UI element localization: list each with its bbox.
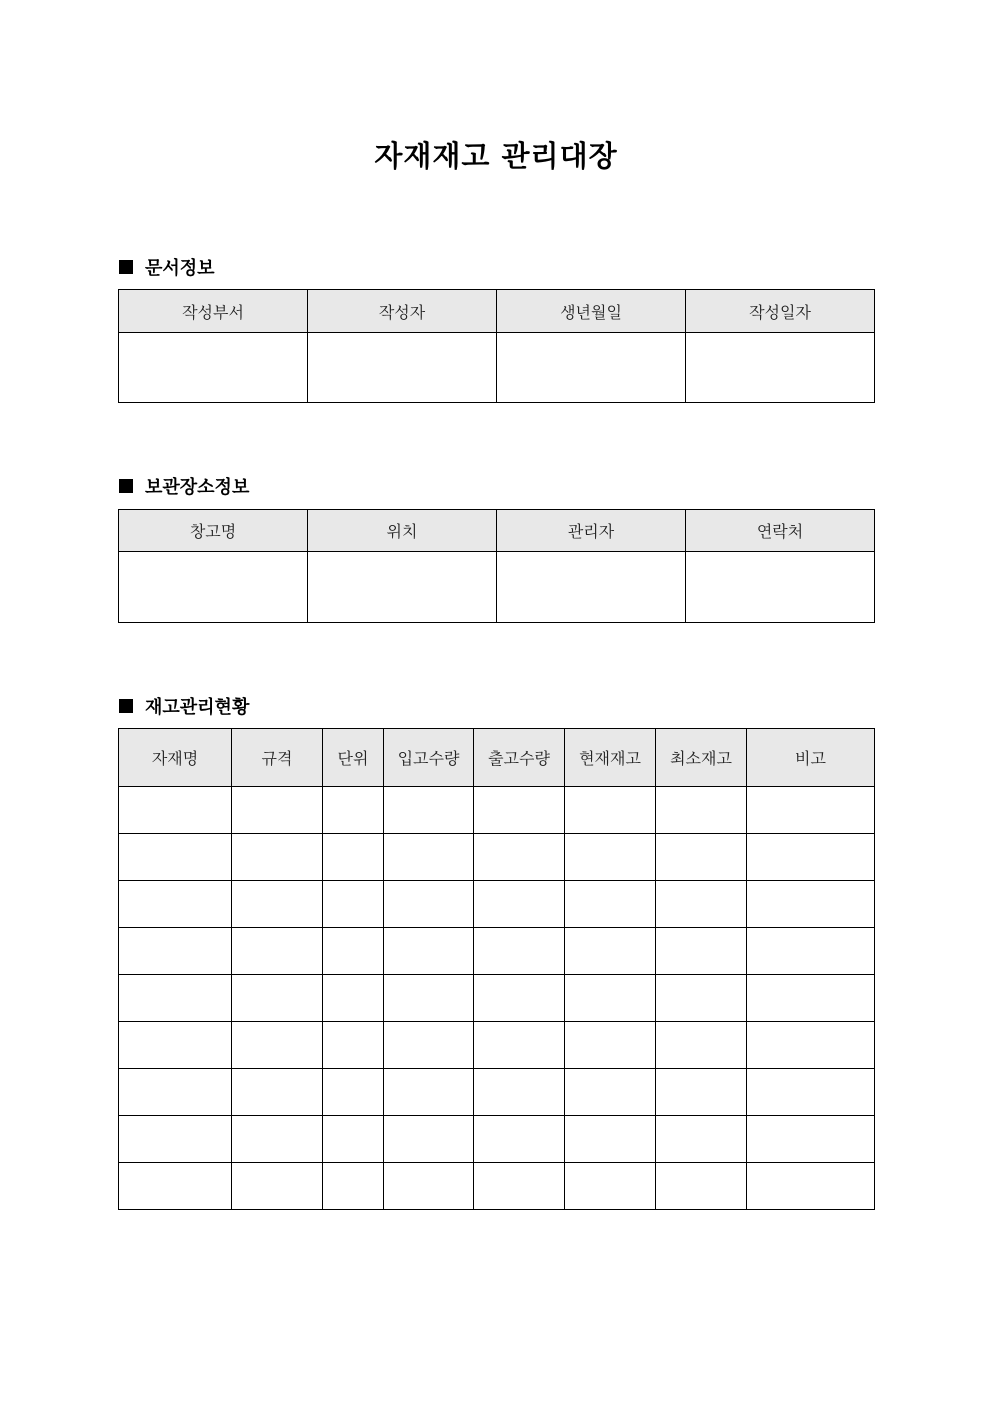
cell-min-stock[interactable] xyxy=(656,975,747,1022)
cell-remarks[interactable] xyxy=(747,881,875,928)
cell-dept[interactable] xyxy=(119,333,308,403)
cell-current-stock[interactable] xyxy=(565,1163,656,1210)
table-row xyxy=(119,975,875,1022)
cell-current-stock[interactable] xyxy=(565,975,656,1022)
cell-spec[interactable] xyxy=(232,928,323,975)
inventory-status-table xyxy=(118,728,875,1210)
cell-outbound-qty[interactable] xyxy=(474,1069,565,1116)
header-cell-material-name: 자재명 xyxy=(119,729,232,787)
storage-info-table xyxy=(118,509,875,623)
header-cell-inbound-qty: 입고수량 xyxy=(384,729,474,787)
table-row xyxy=(119,1163,875,1210)
square-bullet-icon xyxy=(119,479,133,493)
cell-spec[interactable] xyxy=(232,834,323,881)
header-cell-dept: 작성부서 xyxy=(119,290,308,333)
table-row xyxy=(119,1069,875,1116)
table-row xyxy=(119,834,875,881)
cell-remarks[interactable] xyxy=(747,1116,875,1163)
cell-remarks[interactable] xyxy=(747,975,875,1022)
table-row xyxy=(119,333,875,403)
cell-unit[interactable] xyxy=(323,1116,384,1163)
cell-inbound-qty[interactable] xyxy=(384,1116,474,1163)
square-bullet-icon xyxy=(119,699,133,713)
cell-unit[interactable] xyxy=(323,834,384,881)
cell-material-name[interactable] xyxy=(119,834,232,881)
header-cell-contact: 연락처 xyxy=(686,510,875,552)
table-row xyxy=(119,1116,875,1163)
cell-min-stock[interactable] xyxy=(656,1069,747,1116)
cell-min-stock[interactable] xyxy=(656,1116,747,1163)
cell-remarks[interactable] xyxy=(747,1163,875,1210)
cell-date[interactable] xyxy=(686,333,875,403)
cell-material-name[interactable] xyxy=(119,975,232,1022)
table-row xyxy=(119,1022,875,1069)
cell-inbound-qty[interactable] xyxy=(384,1069,474,1116)
cell-material-name[interactable] xyxy=(119,881,232,928)
header-cell-birthdate: 생년월일 xyxy=(497,290,686,333)
cell-inbound-qty[interactable] xyxy=(384,928,474,975)
cell-spec[interactable] xyxy=(232,1116,323,1163)
cell-material-name[interactable] xyxy=(119,1163,232,1210)
cell-spec[interactable] xyxy=(232,975,323,1022)
cell-remarks[interactable] xyxy=(747,787,875,834)
header-cell-remarks: 비고 xyxy=(747,729,875,787)
cell-min-stock[interactable] xyxy=(656,1022,747,1069)
header-cell-current-stock: 현재재고 xyxy=(565,729,656,787)
cell-current-stock[interactable] xyxy=(565,787,656,834)
table-row xyxy=(119,552,875,623)
table-header-row xyxy=(119,510,875,552)
cell-material-name[interactable] xyxy=(119,787,232,834)
cell-unit[interactable] xyxy=(323,1022,384,1069)
doc-info-table xyxy=(118,289,875,403)
header-cell-location: 위치 xyxy=(308,510,497,552)
cell-outbound-qty[interactable] xyxy=(474,787,565,834)
section-heading-storage-info xyxy=(119,473,249,499)
header-cell-outbound-qty: 출고수량 xyxy=(474,729,565,787)
cell-current-stock[interactable] xyxy=(565,1116,656,1163)
cell-min-stock[interactable] xyxy=(656,834,747,881)
table-row xyxy=(119,787,875,834)
cell-remarks[interactable] xyxy=(747,1022,875,1069)
cell-inbound-qty[interactable] xyxy=(384,1022,474,1069)
section-heading-label: 문서정보 xyxy=(145,258,215,279)
cell-unit[interactable] xyxy=(323,975,384,1022)
cell-outbound-qty[interactable] xyxy=(474,1116,565,1163)
cell-min-stock[interactable] xyxy=(656,928,747,975)
table-header-row xyxy=(119,729,875,787)
header-cell-manager: 관리자 xyxy=(497,510,686,552)
header-cell-warehouse: 창고명 xyxy=(119,510,308,552)
cell-outbound-qty[interactable] xyxy=(474,1163,565,1210)
cell-material-name[interactable] xyxy=(119,1022,232,1069)
document-title: 자재재고 관리대장 xyxy=(374,139,618,173)
header-cell-min-stock: 최소재고 xyxy=(656,729,747,787)
cell-remarks[interactable] xyxy=(747,834,875,881)
header-cell-unit: 단위 xyxy=(323,729,384,787)
cell-author[interactable] xyxy=(308,333,497,403)
cell-outbound-qty[interactable] xyxy=(474,928,565,975)
table-row xyxy=(119,928,875,975)
cell-current-stock[interactable] xyxy=(565,1022,656,1069)
table-header-row xyxy=(119,290,875,333)
header-cell-author: 작성자 xyxy=(308,290,497,333)
section-heading-label: 재고관리현황 xyxy=(145,697,250,718)
cell-inbound-qty[interactable] xyxy=(384,787,474,834)
cell-spec[interactable] xyxy=(232,881,323,928)
cell-unit[interactable] xyxy=(323,881,384,928)
cell-unit[interactable] xyxy=(323,787,384,834)
cell-material-name[interactable] xyxy=(119,1116,232,1163)
cell-spec[interactable] xyxy=(232,1069,323,1116)
cell-outbound-qty[interactable] xyxy=(474,834,565,881)
cell-spec[interactable] xyxy=(232,1163,323,1210)
cell-spec[interactable] xyxy=(232,787,323,834)
section-heading-doc-info xyxy=(119,254,215,280)
cell-unit[interactable] xyxy=(323,1069,384,1116)
cell-min-stock[interactable] xyxy=(656,787,747,834)
cell-inbound-qty[interactable] xyxy=(384,975,474,1022)
square-bullet-icon xyxy=(119,260,133,274)
cell-unit[interactable] xyxy=(323,1163,384,1210)
cell-inbound-qty[interactable] xyxy=(384,1163,474,1210)
cell-min-stock[interactable] xyxy=(656,1163,747,1210)
cell-remarks[interactable] xyxy=(747,928,875,975)
header-cell-spec: 규격 xyxy=(232,729,323,787)
cell-inbound-qty[interactable] xyxy=(384,881,474,928)
cell-birthdate[interactable] xyxy=(497,333,686,403)
cell-material-name[interactable] xyxy=(119,928,232,975)
cell-manager[interactable] xyxy=(497,552,686,623)
cell-outbound-qty[interactable] xyxy=(474,975,565,1022)
cell-outbound-qty[interactable] xyxy=(474,881,565,928)
cell-min-stock[interactable] xyxy=(656,881,747,928)
cell-location[interactable] xyxy=(308,552,497,623)
cell-outbound-qty[interactable] xyxy=(474,1022,565,1069)
cell-material-name[interactable] xyxy=(119,1069,232,1116)
section-heading-inventory-status xyxy=(119,693,249,719)
cell-unit[interactable] xyxy=(323,928,384,975)
cell-current-stock[interactable] xyxy=(565,928,656,975)
section-heading-label: 보관장소정보 xyxy=(145,477,250,498)
cell-inbound-qty[interactable] xyxy=(384,834,474,881)
cell-current-stock[interactable] xyxy=(565,1069,656,1116)
table-row xyxy=(119,881,875,928)
header-cell-date: 작성일자 xyxy=(686,290,875,333)
cell-remarks[interactable] xyxy=(747,1069,875,1116)
cell-current-stock[interactable] xyxy=(565,881,656,928)
cell-contact[interactable] xyxy=(686,552,875,623)
cell-current-stock[interactable] xyxy=(565,834,656,881)
cell-spec[interactable] xyxy=(232,1022,323,1069)
cell-warehouse[interactable] xyxy=(119,552,308,623)
